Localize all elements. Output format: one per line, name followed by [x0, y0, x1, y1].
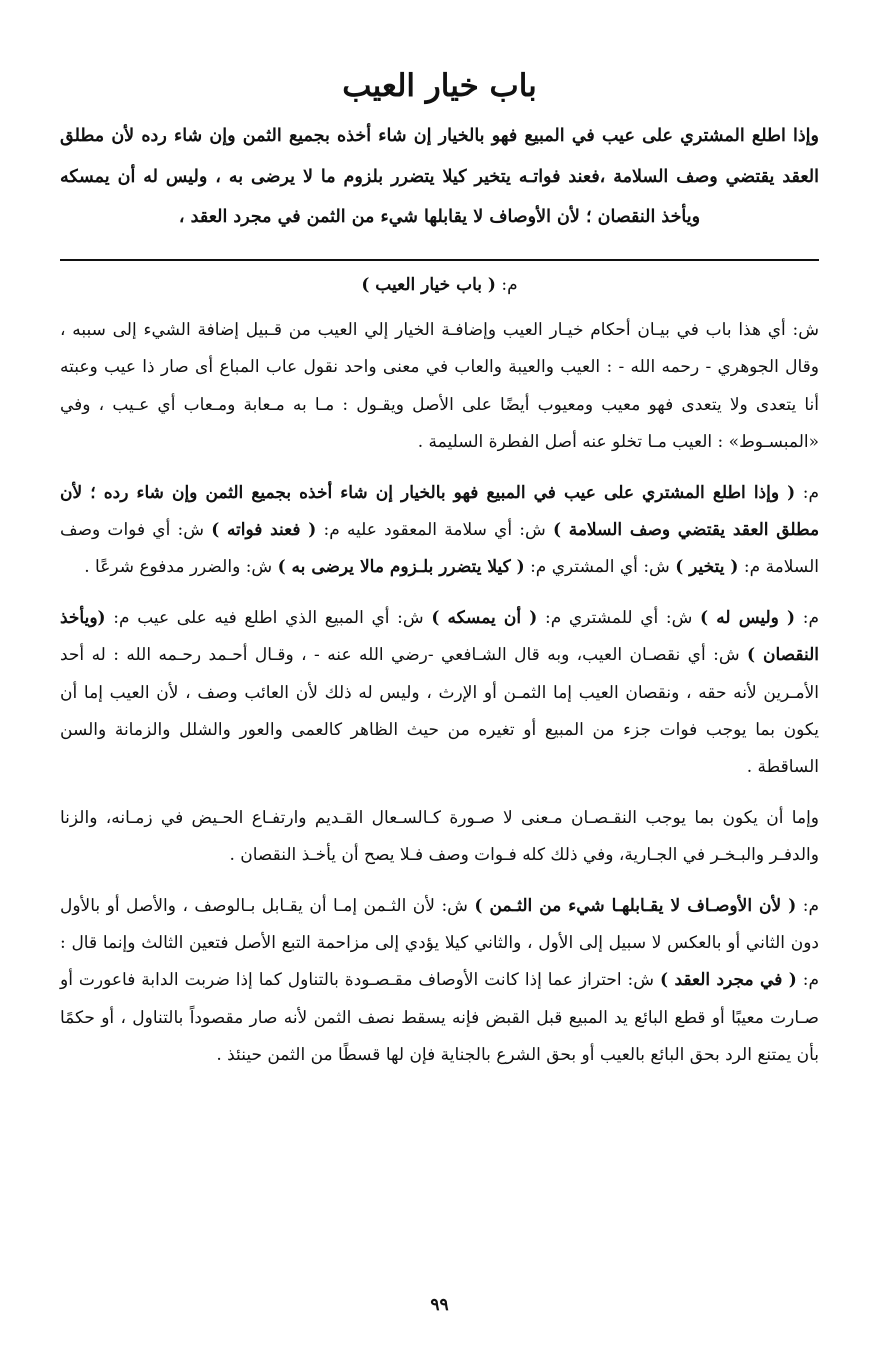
matn-marker: م:: [545, 607, 562, 628]
sharh-text: وإما أن يكون بما يوجب النقـصـان مـعنى لا صـورة كـالسـعال القـديم وارتفـاع الحـيض في زمـانه، والزنا والدفـر والبـخـر في الجـارية، وفي ذلك كله فـوات وصف فـلا يصح أن يأخـذ النقصان .: [60, 807, 819, 866]
commentary-paragraph-5: [60, 800, 819, 875]
sharh-text: أي فوات وصف السلامة: [60, 519, 819, 578]
page-number: ٩٩: [430, 1295, 449, 1315]
sharh-text: والضرر مدفوع شرعًا .: [84, 557, 241, 578]
matn-quote: ( لأن الأوصـاف لا يقـابلهـا شيء من الثـمن ): [474, 895, 797, 916]
sharh-text: أي للمشتري: [568, 607, 659, 628]
sharh-marker: ش:: [397, 607, 424, 628]
commentary-paragraph-3: [60, 475, 819, 587]
matn-quote: ( وإذا اطلع المشتري على عيب في المبيع فهو بالخيار إن شاء أخذه بجميع الثمن وإن شاء رده ؛ لأن مطلق العقد يقتضي وصف السلامة ): [60, 482, 820, 540]
commentary-paragraph-1: [60, 267, 819, 304]
matn-marker: م:: [802, 482, 819, 503]
sharh-marker: ش:: [643, 557, 670, 578]
sharh-marker: ش:: [792, 319, 819, 340]
matn-marker: م:: [530, 557, 547, 578]
separator-rule: [60, 259, 819, 261]
matn-text: وإذا اطلع المشتري على عيب في المبيع فهو بالخيار إن شاء أخذه بجميع الثمن وإن شاء رده لأن مطلق العقد يقتضي وصف السلامة ،فعند فواتـه يتخير كيلا يتضرر بلزوم ما لا يرضى به ، وليس له أن يمسكه ويأخذ النقصان ؛ لأن الأوصاف لا يقابلها شيء من الثمن في مجرد العقد ،: [60, 126, 819, 227]
sharh-marker: ش:: [665, 607, 693, 628]
matn-marker: م:: [501, 274, 518, 295]
sharh-marker: ش:: [441, 895, 468, 916]
matn-marker: م:: [802, 607, 820, 628]
commentary-paragraph-4: [60, 600, 819, 787]
sharh-marker: ش:: [245, 557, 273, 578]
sharh-text: أي المشتري: [551, 557, 638, 578]
sharh-marker: ش:: [177, 519, 204, 540]
matn-marker: م:: [802, 895, 819, 916]
matn-marker: م:: [802, 970, 820, 991]
matn-quote: ( أن يمسكه ): [431, 607, 538, 628]
commentary: [60, 267, 819, 1075]
matn-quote: ( فعند فواته ): [211, 519, 317, 540]
sharh-text: احتراز عما إذا كانت الأوصاف مقـصـودة بالتناول كما إذا ضربت الدابة فاعورت أو صـارت معيبًا أو قطع البائع يد المبيع قبل القبض فإنه يسقط نصف الثمن لأنه صار مقصوداً بالتناول ، أو حكمًا بأن يمتنع الرد بحق البائع بالعيب أو بحق الشرع بالجناية فإن لها قسطًا من الثمن حينئذ .: [60, 970, 819, 1066]
matn-marker: م:: [743, 557, 761, 578]
commentary-paragraph-6: [60, 888, 819, 1075]
commentary-paragraph-2: [60, 312, 819, 462]
matn-quote: ( يتخير ): [675, 557, 739, 578]
sharh-marker: ش:: [713, 645, 740, 666]
sharh-text: أي المبيع الذي اطلع فيه على عيب: [137, 607, 390, 628]
matn-quote: ( في مجرد العقد ): [659, 970, 797, 991]
sharh-text: أي هذا باب في بيـان أحكام خيـار العيب وإضافـة الخيار إلي العيب من قـبيل إضافة الشيء إلى سببه ، وقال الجوهري - رحمه الله - : العيب والعيبة والعاب في معنى واحد نقول عاب المباع أى صار ذا عيب وعبته أنا يتعدى ولا يتعدى فهو معيب ومعيوب أيضًا على الأصل ويقـول : مـا به مـعابة ومـعاب أي عـيب ، وفي «المبسـوط» : العيب مـا تخلو عنه أصل الفطرة السليمة .: [60, 319, 819, 453]
matn-quote: ( باب خيار العيب ): [361, 274, 496, 295]
sharh-text: أي نقصـان العيب، وبه قال الشـافعي -رضي الله عنه - ، وقـال أحـمد رحـمه الله : له أحد الأمـرين لأنه حقه ، ونقصان العيب إما الثمـن أو الإرث ، وليس له ذلك لأن العائب وصف ، لأن العيب إما أن يكون بما يوجب فوات جزء من المبيع أو تغيره من حيث الظاهر كالعمى والعور والشلل والزمانة والسن الساقطة .: [60, 645, 819, 778]
matn-marker: م:: [323, 519, 340, 540]
matn-marker: م:: [113, 607, 130, 628]
matn-quote: ( وليس له ): [700, 607, 796, 628]
sharh-text: أي سلامة المعقود عليه: [346, 519, 513, 540]
matn-quote: ( كيلا يتضرر بلـزوم مالا يرضى به ): [277, 557, 525, 578]
chapter-title: باب خيار العيب: [342, 68, 537, 104]
sharh-marker: ش:: [519, 519, 546, 540]
matn-quote: (ويأخذ النقصان ): [60, 607, 820, 666]
sharh-text: لأن الثـمن إمـا أن يقـابل بـالوصف ، والأصل أو بالأول دون الثاني أو بالعكس لا سبيل إلى الأول ، والثاني كيلا يؤدي إلى مزاحمة التبع الأصل فتعين الثالث وإنما قال :: [60, 895, 819, 953]
sharh-marker: ش:: [627, 970, 655, 991]
